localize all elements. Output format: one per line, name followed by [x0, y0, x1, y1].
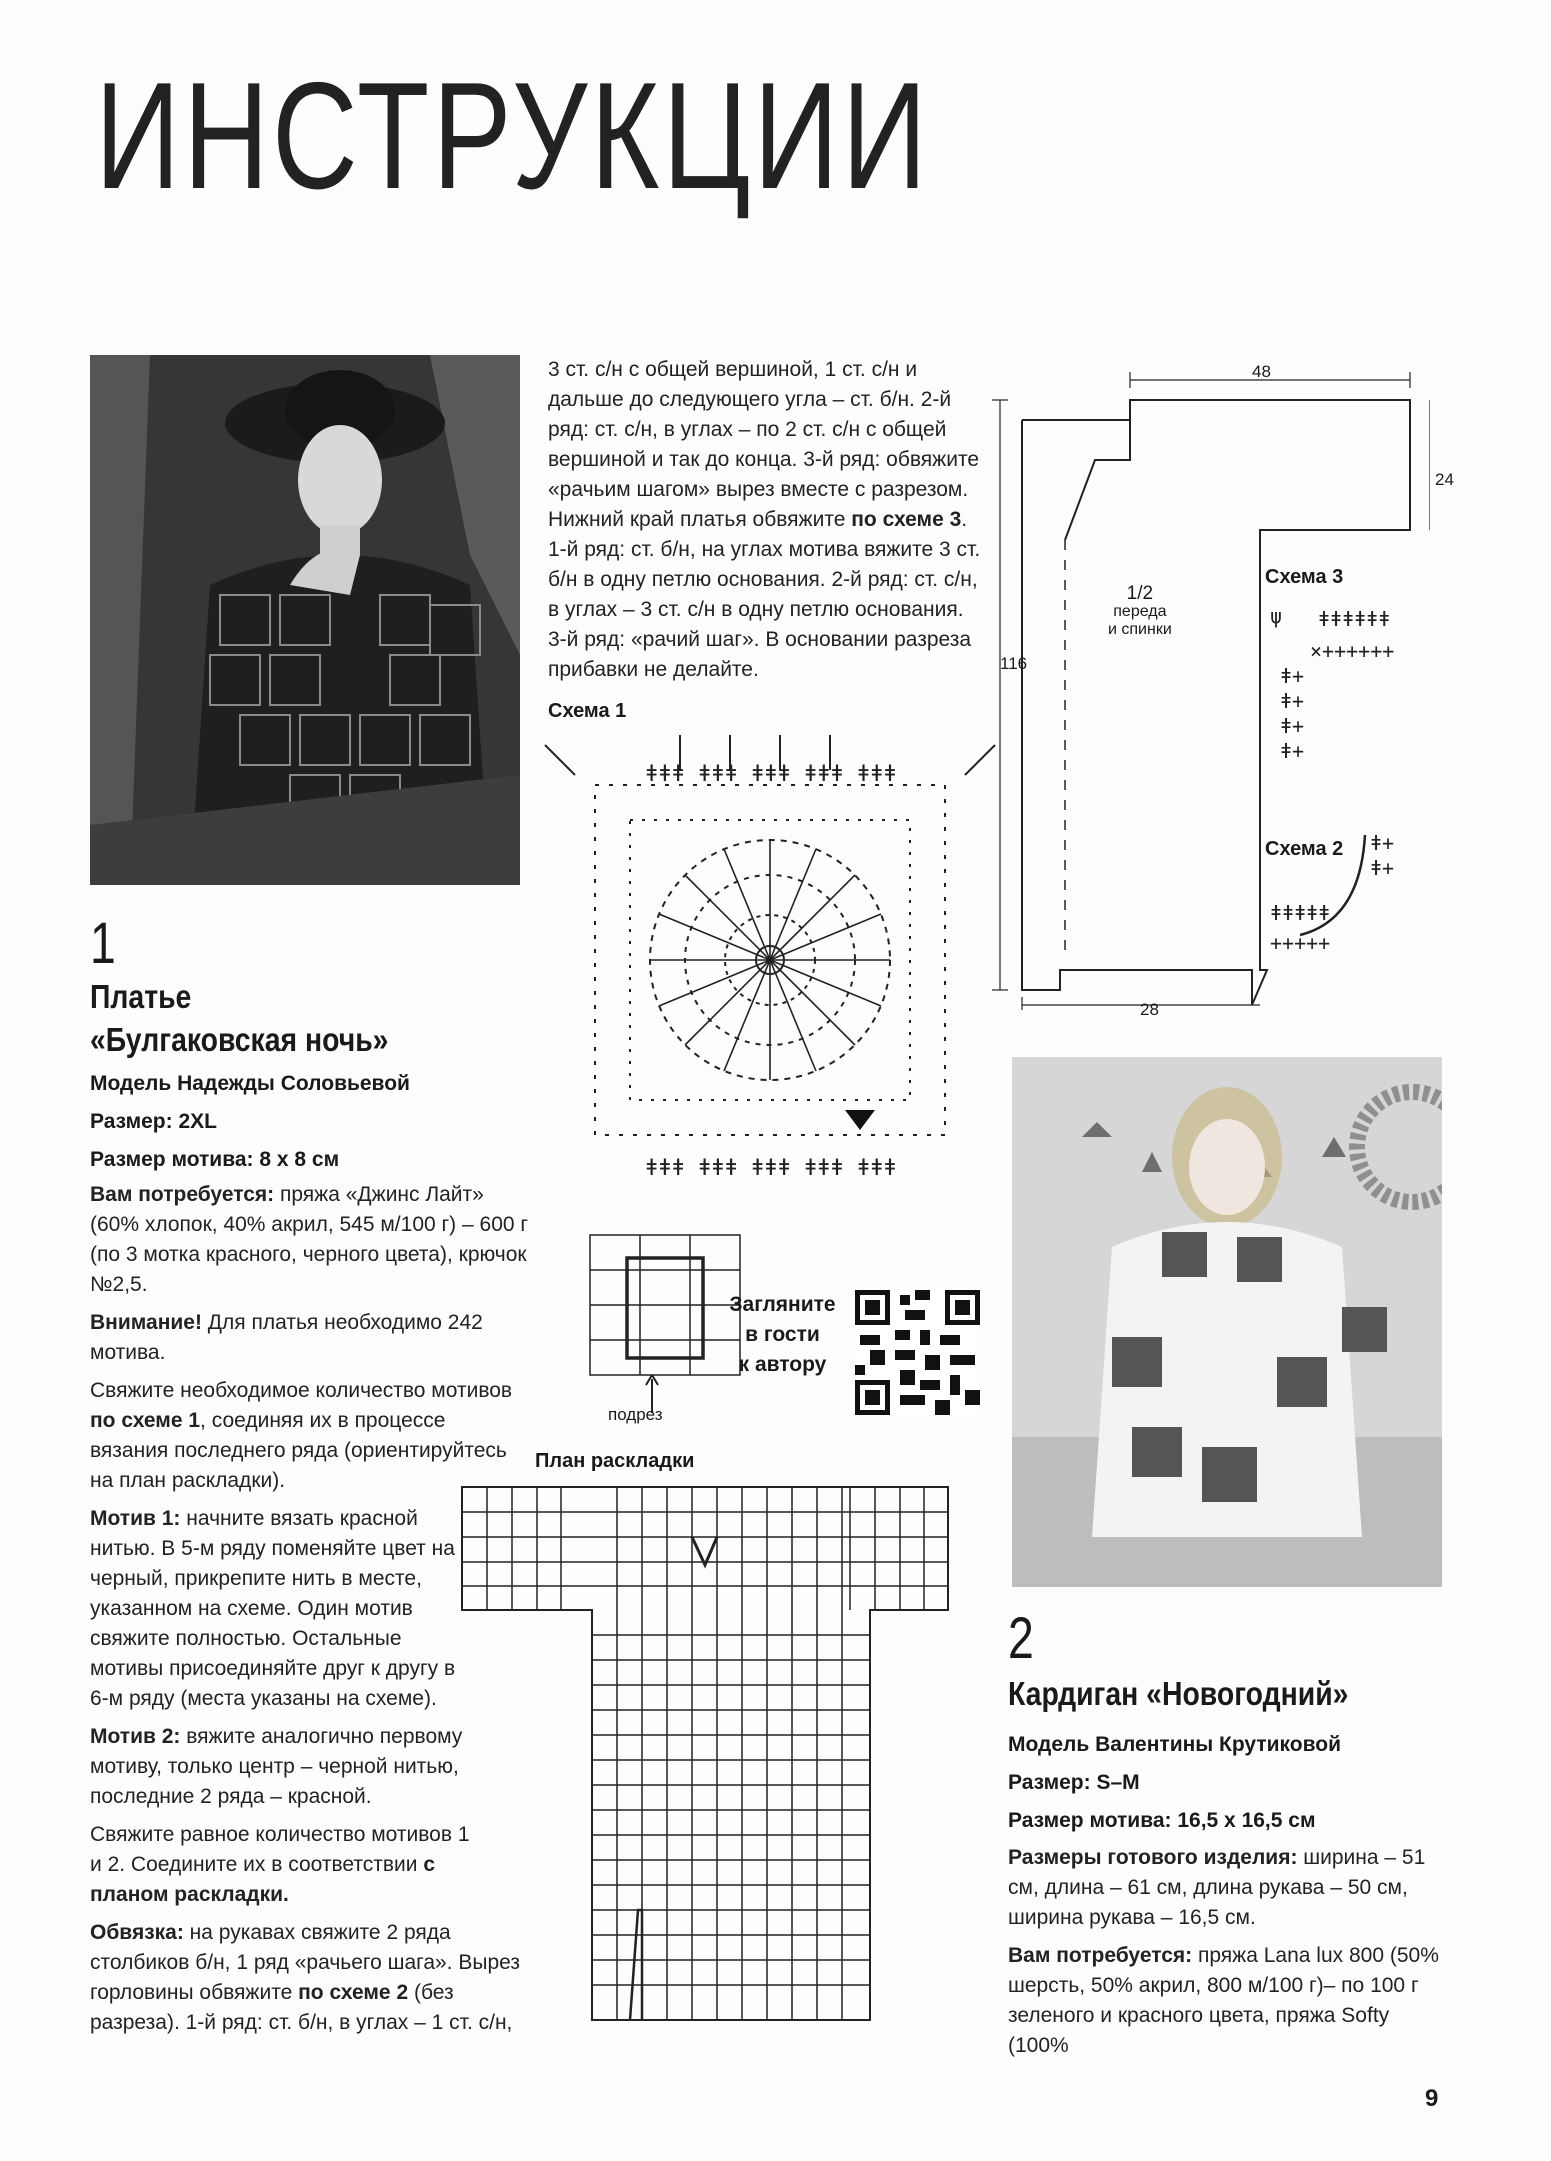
- cardigan-photo: [1012, 1057, 1442, 1587]
- svg-text:ǂ+: ǂ+: [1370, 831, 1395, 855]
- dim-48: 48: [1252, 362, 1271, 381]
- item2-need: [1008, 1941, 1448, 2061]
- item1-name-line1: Платье: [90, 978, 192, 1015]
- qr-code-icon[interactable]: [855, 1290, 980, 1415]
- item2-number: 2: [1008, 1606, 1034, 1671]
- svg-text:ǂ+: ǂ+: [1280, 739, 1305, 763]
- item1-continuation-text: [548, 355, 983, 685]
- item1-m1-label: Мотив 1:: [90, 1507, 181, 1530]
- item1-motif1: [90, 1504, 475, 1714]
- item1-number: 1: [90, 911, 116, 976]
- item1-edge-b: по схеме 2: [298, 1981, 409, 2004]
- item1-meta: [90, 1065, 530, 1179]
- item1-edge-a: на рукавах свяжите 2 ряда столбиков б/н, 1 ряд «рачьего шага». Вырез горловины обвяжите: [90, 1921, 520, 2004]
- item1-need-text: пряжа «Джинс Лайт» (60% хлопок, 40% акрил, 545 м/100 г) – 600 г (по 3 мотка красного, черного цвета), крючок №2,5.: [90, 1183, 529, 1296]
- dim-28: 28: [1140, 1000, 1159, 1019]
- qr-caption-3: к автору: [738, 1353, 827, 1376]
- page-number: 9: [1425, 2085, 1439, 2112]
- item2-dims-text: ширина – 51 см, длина – 61 см, длина рукава – 50 см, ширина рукава – 16,5 см.: [1008, 1846, 1426, 1929]
- item1-need: [90, 1180, 530, 1300]
- item1-p1b: по схеме 1: [90, 1409, 201, 1432]
- item2-need-label: Вам потребуется:: [1008, 1944, 1193, 1967]
- svg-text:ǂǂǂ ǂǂǂ ǂǂǂ ǂǂǂ ǂǂǂ: ǂǂǂ ǂǂǂ ǂǂǂ ǂǂǂ ǂǂǂ: [645, 1156, 897, 1181]
- page-title: ИНСТРУКЦИИ: [95, 51, 931, 221]
- item1-motif2: [90, 1722, 475, 1812]
- item1-attention-label: Внимание!: [90, 1311, 202, 1334]
- item1-col2a: 3 ст. с/н с общей вершиной, 1 ст. с/н и дальше до следующего угла – ст. б/н. 2-й ряд: ст. с/н, в углах – по 2 ст. с/н с общей вершиной и так до конца. 3-й ряд: обвяжите «рачьим шагом» вырез вместе с разрезом. Нижний край платья обвяжите: [548, 358, 980, 531]
- item1-continuation: [548, 355, 983, 693]
- woman-in-hat-image: [90, 355, 520, 885]
- item2-dims-label: Размеры готового изделия:: [1008, 1846, 1298, 1869]
- svg-text:ǂ+: ǂ+: [1280, 714, 1305, 738]
- item1-m2-label: Мотив 2:: [90, 1725, 181, 1748]
- item1-edge-label: Обвязка:: [90, 1921, 184, 1944]
- svg-text:ψ: ψ: [1270, 604, 1283, 628]
- dress-photo: [90, 355, 520, 885]
- item2-name: Кардиган «Новогодний»: [1008, 1675, 1349, 1712]
- svg-text:ǂ+: ǂ+: [1280, 664, 1305, 688]
- svg-text:ǂ+: ǂ+: [1370, 856, 1395, 880]
- scheme1-label: Схема 1: [548, 700, 627, 722]
- qr-caption: [715, 1290, 850, 1380]
- svg-text:ǂǂǂǂǂǂ: ǂǂǂǂǂǂ: [1318, 607, 1391, 631]
- item1-name-line2: «Булгаковская ночь»: [90, 1021, 389, 1058]
- scheme3-diagram: [1270, 598, 1450, 778]
- item2-text-column: [1008, 1843, 1448, 2069]
- scheme2-label: Схема 2: [1265, 838, 1344, 860]
- scheme1-diagram: [535, 725, 1005, 1195]
- item1-edge-c: (без разреза). 1-й ряд: ст. б/н, в углах – 1 ст. с/н,: [90, 1981, 513, 2034]
- item1-motif-size: Размер мотива: 8 х 8 см: [90, 1148, 340, 1171]
- svg-text:ǂǂǂǂǂ: ǂǂǂǂǂ: [1270, 901, 1331, 925]
- dim-24: 24: [1435, 470, 1454, 489]
- item1-col2b: по схеме 3: [851, 508, 962, 531]
- svg-text:ǂǂǂ ǂǂǂ ǂǂǂ ǂǂǂ ǂǂǂ: ǂǂǂ ǂǂǂ ǂǂǂ ǂǂǂ ǂǂǂ: [645, 762, 897, 787]
- item1-col2c: . 1-й ряд: ст. б/н, на углах мотива вяжите 3 ст. б/н в одну петлю основания. 2-й ряд: ст. с/н, в углах – 3 ст. с/н в одну петлю основания. 3-й ряд: «рачий шаг». В основании разреза прибавки не делайте.: [548, 508, 981, 681]
- layout-plan-label: План раскладки: [535, 1450, 695, 1472]
- item1-m2-text: вяжите аналогично первому мотиву, только центр – черной нитью, последние 2 ряда – красной.: [90, 1725, 463, 1808]
- slit-label: подрез: [608, 1405, 663, 1424]
- item1-attention: [90, 1308, 530, 1368]
- item2-meta: [1008, 1726, 1448, 1840]
- dim-116: 116: [1000, 654, 1028, 673]
- item1-need-label: Вам потребуется:: [90, 1183, 275, 1206]
- item1-size: Размер: 2XL: [90, 1110, 217, 1133]
- item1-p2a: Свяжите равное количество мотивов 1 и 2. Соедините их в соответствии: [90, 1823, 470, 1876]
- item1-model: Модель Надежды Соловьевой: [90, 1072, 410, 1095]
- item1-paragraph2: [90, 1820, 475, 1910]
- qr-caption-1: Загляните: [729, 1293, 836, 1316]
- half-piece-label: [1108, 585, 1172, 639]
- half-label-1: 1/2: [1126, 583, 1154, 604]
- item2-dims: [1008, 1843, 1448, 1933]
- qr-caption-2: в гости: [745, 1323, 820, 1346]
- scheme2-diagram: [1270, 825, 1450, 965]
- svg-text:+++++: +++++: [1270, 931, 1331, 955]
- item1-p2b: с планом раскладки.: [90, 1853, 436, 1906]
- item1-p1a: Свяжите необходимое количество мотивов: [90, 1379, 513, 1402]
- item2-size: Размер: S–M: [1008, 1771, 1140, 1794]
- item1-paragraph1: [90, 1376, 520, 1496]
- scheme3-label: Схема 3: [1265, 566, 1344, 588]
- item2-model: Модель Валентины Крутиковой: [1008, 1733, 1341, 1756]
- half-label-2: переда: [1113, 603, 1167, 620]
- woman-in-cardigan-image: [1012, 1057, 1442, 1587]
- svg-text:ǂ+: ǂ+: [1280, 689, 1305, 713]
- item2-motif-size: Размер мотива: 16,5 х 16,5 см: [1008, 1809, 1316, 1832]
- item1-p1c: , соединяя их в процессе вязания последнего ряда (ориентируйтесь на план раскладки).: [90, 1409, 507, 1492]
- layout-plan-diagram: [460, 1485, 960, 2035]
- half-label-3: и спинки: [1108, 621, 1172, 638]
- item1-m1-text: начните вязать красной нитью. В 5-м ряду поменяйте цвет на черный, прикрепите нить в месте, указанном на схеме. Один мотив свяжите полностью. Остальные мотивы присоединяйте друг к другу в 6-м ряду (места указаны на схеме).: [90, 1507, 456, 1710]
- svg-text:×++++++: ×++++++: [1310, 639, 1395, 663]
- item2-need-text: пряжа Lana lux 800 (50% шерсть, 50% акрил, 800 м/100 г)– по 100 г зеленого и красного цвета, пряжа Softy (100%: [1008, 1944, 1439, 2057]
- item1-attention-text: Для платья необходимо 242 мотива.: [90, 1311, 483, 1364]
